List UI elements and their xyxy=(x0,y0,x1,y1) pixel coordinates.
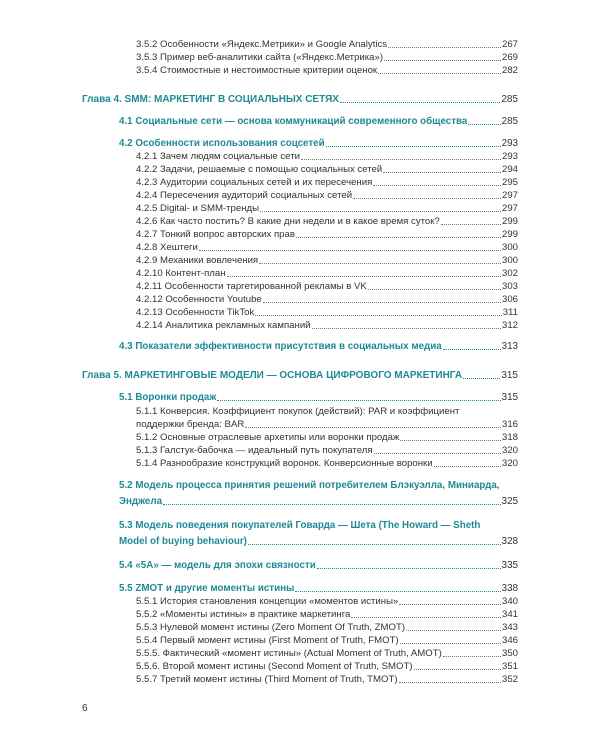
toc-entry-title: 4.2.8 Хештеги xyxy=(136,242,198,253)
toc-entry xyxy=(136,608,518,621)
toc-entry-title: 5.1.2 Основные отраслевые архетипы или воронки продаж xyxy=(136,432,400,443)
toc-chapter-title: Глава 5. МАРКЕТИНГОВЫЕ МОДЕЛИ — ОСНОВА ЦИФРОВОГО МАРКЕТИНГА xyxy=(82,370,463,381)
toc-entry-page: 315 xyxy=(501,370,518,381)
toc-entry-page: 297 xyxy=(501,203,518,214)
toc-entry-page: 340 xyxy=(501,596,518,607)
toc-entry-title: 4.2.5 Digital- и SMM-тренды xyxy=(136,203,259,214)
toc-leader xyxy=(373,185,501,186)
toc-entry xyxy=(136,38,518,51)
toc-leader xyxy=(383,172,501,173)
toc-entry xyxy=(136,228,518,241)
toc-leader xyxy=(406,630,501,631)
toc-leader xyxy=(368,289,501,290)
toc-entry xyxy=(136,163,518,176)
toc-entry-page: 294 xyxy=(501,164,518,175)
toc-entry-page: 351 xyxy=(501,661,518,672)
toc-section xyxy=(119,340,518,353)
toc-section-title: 5.1 Воронки продаж xyxy=(119,392,217,403)
toc-entry-page: 295 xyxy=(501,177,518,188)
toc-entry xyxy=(136,280,518,293)
toc-entry-page: 311 xyxy=(502,307,518,318)
toc-entry-page: 269 xyxy=(501,52,518,63)
toc-section xyxy=(119,115,518,128)
toc-entry-page: 343 xyxy=(501,622,518,633)
toc-entry xyxy=(136,673,518,686)
toc-section-title: 5.2 Модель процесса принятия решений потребителем Блэкуэлла, Миниарда, xyxy=(119,480,500,491)
toc-entry-title: 4.2.10 Контент-план xyxy=(136,268,226,279)
toc-leader xyxy=(260,211,501,212)
toc-entry-page: 338 xyxy=(501,583,518,594)
toc-leader xyxy=(414,669,501,670)
toc-leader xyxy=(255,315,501,316)
toc-entry-title: 4.2.11 Особенности таргетированной рекламы в VK xyxy=(136,281,367,292)
toc-entry xyxy=(136,293,518,306)
toc-entry xyxy=(136,241,518,254)
toc-entry-title: 4.2.13 Особенности TikTok xyxy=(136,307,255,318)
toc-entry xyxy=(136,431,518,444)
toc-entry-title: 4.2.2 Задачи, решаемые с помощью социальных сетей xyxy=(136,164,383,175)
toc-section xyxy=(119,391,518,404)
toc-entry-title: 4.2.4 Пересечения аудиторий социальных сетей xyxy=(136,190,353,201)
toc-chapter xyxy=(82,369,518,382)
toc-entry-title: 4.2.1 Зачем людям социальные сети xyxy=(136,151,300,162)
toc-entry xyxy=(136,647,518,660)
toc-entry-title: 5.5.2 «Моменты истины» в практике маркетинга xyxy=(136,609,351,620)
toc-leader xyxy=(399,682,501,683)
toc-chapter xyxy=(82,93,518,106)
toc-entry xyxy=(136,150,518,163)
toc-section-title: 5.4 «5А» — модель для эпохи связности xyxy=(119,560,316,571)
toc-section xyxy=(119,559,518,572)
toc-entry-page: 299 xyxy=(501,216,518,227)
toc-entry xyxy=(136,267,518,280)
toc-entry-title: 5.1.4 Разнообразие конструкций воронок. Конверсионные воронки xyxy=(136,458,433,469)
toc-entry-page: 293 xyxy=(501,151,518,162)
toc-entry-title: 3.5.3 Пример веб-аналитики сайта («Яндекс.Метрика») xyxy=(136,52,384,63)
toc-entry-title: 3.5.4 Стоимостные и нестоимостные критерии оценок xyxy=(136,65,378,76)
toc-entry-page: 300 xyxy=(501,255,518,266)
toc-entry-page: 320 xyxy=(501,445,518,456)
toc-entry-title: 5.5.3 Нулевой момент истины (Zero Moment Of Truth, ZMOT) xyxy=(136,622,406,633)
toc-entry xyxy=(136,660,518,673)
toc-entry xyxy=(136,51,518,64)
toc-entry xyxy=(136,319,518,332)
toc-leader xyxy=(353,198,501,199)
toc-leader xyxy=(227,276,501,277)
toc-leader xyxy=(301,159,501,160)
toc-leader xyxy=(248,544,501,545)
toc-entry-title: 3.5.2 Особенности «Яндекс.Метрики» и Google Analytics xyxy=(136,39,388,50)
toc-leader xyxy=(434,466,501,467)
toc-entry-page: 302 xyxy=(501,268,518,279)
toc-entry-page: 297 xyxy=(501,190,518,201)
toc-entry-page: 285 xyxy=(501,116,518,127)
toc-entry-page: 312 xyxy=(501,320,518,331)
toc-entry-page: 306 xyxy=(501,294,518,305)
toc-entry-title: 5.5.4 Первый момент истины (First Moment of Truth, FMOT) xyxy=(136,635,399,646)
toc-entry-page: 293 xyxy=(501,138,518,149)
toc-entry-page: 335 xyxy=(501,560,518,571)
toc-entry xyxy=(136,444,518,457)
toc-leader xyxy=(245,427,501,428)
toc-entry-title: 5.1.1 Конверсия. Коэффициент покупок (действий): PAR и коэффициент xyxy=(136,406,460,417)
toc-section-title: 4.1 Социальные сети — основа коммуникаций современного общества xyxy=(119,116,468,127)
toc-leader xyxy=(326,146,501,147)
toc-entry-title: 4.2.12 Особенности Youtube xyxy=(136,294,262,305)
toc-entry-page: 316 xyxy=(501,419,518,430)
toc-leader xyxy=(463,378,500,379)
toc-section xyxy=(119,582,518,595)
toc-leader xyxy=(468,124,500,125)
table-of-contents xyxy=(0,38,600,686)
toc-entry-page: 303 xyxy=(501,281,518,292)
toc-section-title: 5.3 Модель поведения покупателей Говарда — Шета (The Howard — Sheth xyxy=(119,520,481,531)
toc-entry-title-cont: поддержки бренда: BAR xyxy=(136,419,245,430)
toc-leader xyxy=(263,302,501,303)
toc-entry-page: 350 xyxy=(501,648,518,659)
toc-entry-page: 346 xyxy=(501,635,518,646)
toc-entry-page: 299 xyxy=(501,229,518,240)
toc-section-title: 4.3 Показатели эффективности присутствия в социальных медиа xyxy=(119,341,442,352)
toc-leader xyxy=(312,328,501,329)
toc-section-multiline xyxy=(119,479,518,508)
toc-chapter-title: Глава 4. SMM: МАРКЕТИНГ В СОЦИАЛЬНЫХ СЕТЯХ xyxy=(82,94,339,105)
toc-leader xyxy=(388,47,501,48)
toc-leader xyxy=(441,224,501,225)
toc-entry-page: 318 xyxy=(501,432,518,443)
toc-entry-page: 325 xyxy=(501,496,518,507)
toc-entry-title: 4.2.3 Аудитории социальных сетей и их пересечения xyxy=(136,177,373,188)
toc-entry xyxy=(136,457,518,470)
toc-leader xyxy=(351,617,501,618)
toc-entry-page: 328 xyxy=(501,536,518,547)
toc-entry-title: 5.1.3 Галстук-бабочка — идеальный путь покупателя xyxy=(136,445,373,456)
toc-entry-page: 267 xyxy=(501,39,518,50)
toc-leader xyxy=(295,591,500,592)
toc-entry-page: 352 xyxy=(501,674,518,685)
toc-leader xyxy=(399,604,501,605)
toc-leader xyxy=(443,656,501,657)
toc-entry-title: 5.5.6. Второй момент истины (Second Moment of Truth, SMOT) xyxy=(136,661,413,672)
toc-leader xyxy=(374,453,501,454)
toc-leader xyxy=(443,349,501,350)
toc-entry xyxy=(136,621,518,634)
toc-section-title-cont: Энджела xyxy=(119,496,163,507)
toc-entry-title: 4.2.6 Как часто постить? В какие дни недели и в какое время суток? xyxy=(136,216,440,227)
toc-entry-page: 313 xyxy=(501,341,518,352)
toc-entry-title: 4.2.7 Тонкий вопрос авторских прав xyxy=(136,229,295,240)
toc-leader xyxy=(296,237,501,238)
page-number: 6 xyxy=(82,703,88,714)
toc-section-multiline xyxy=(119,519,518,548)
toc-entry-page: 285 xyxy=(501,94,518,105)
toc-leader xyxy=(400,643,501,644)
toc-leader xyxy=(199,250,501,251)
toc-entry-title: 5.5.7 Третий момент истины (Third Moment of Truth, TMOT) xyxy=(136,674,398,685)
toc-section xyxy=(119,137,518,150)
toc-section-title: 5.5 ZMOT и другие моменты истины xyxy=(119,583,295,594)
toc-entry xyxy=(136,202,518,215)
toc-section-title: 4.2 Особенности использования соцсетей xyxy=(119,138,325,149)
toc-entry-title: 5.5.5. Фактический «момент истины» (Actual Moment of Truth, AMOT) xyxy=(136,648,442,659)
toc-entry-title: 5.5.1 История становления концепции «моментов истины» xyxy=(136,596,399,607)
toc-leader xyxy=(378,73,501,74)
toc-entry-multiline xyxy=(136,405,518,431)
toc-entry xyxy=(136,306,518,319)
toc-leader xyxy=(259,263,501,264)
toc-entry-title: 4.2.14 Аналитика рекламных кампаний xyxy=(136,320,311,331)
toc-section-title-cont: Model of buying behaviour) xyxy=(119,536,247,547)
toc-entry xyxy=(136,254,518,267)
toc-leader xyxy=(317,568,501,569)
toc-entry-title: 4.2.9 Механики вовлечения xyxy=(136,255,259,266)
toc-leader xyxy=(163,504,501,505)
toc-entry xyxy=(136,64,518,77)
toc-leader xyxy=(340,102,500,103)
toc-entry-page: 300 xyxy=(501,242,518,253)
toc-entry-page: 315 xyxy=(501,392,518,403)
toc-entry xyxy=(136,595,518,608)
toc-entry xyxy=(136,634,518,647)
toc-leader xyxy=(400,440,501,441)
toc-entry-page: 282 xyxy=(501,65,518,76)
toc-leader xyxy=(217,400,500,401)
toc-entry xyxy=(136,176,518,189)
toc-entry xyxy=(136,189,518,202)
toc-entry-page: 320 xyxy=(501,458,518,469)
toc-leader xyxy=(384,60,501,61)
toc-entry-page: 341 xyxy=(501,609,518,620)
toc-entry xyxy=(136,215,518,228)
